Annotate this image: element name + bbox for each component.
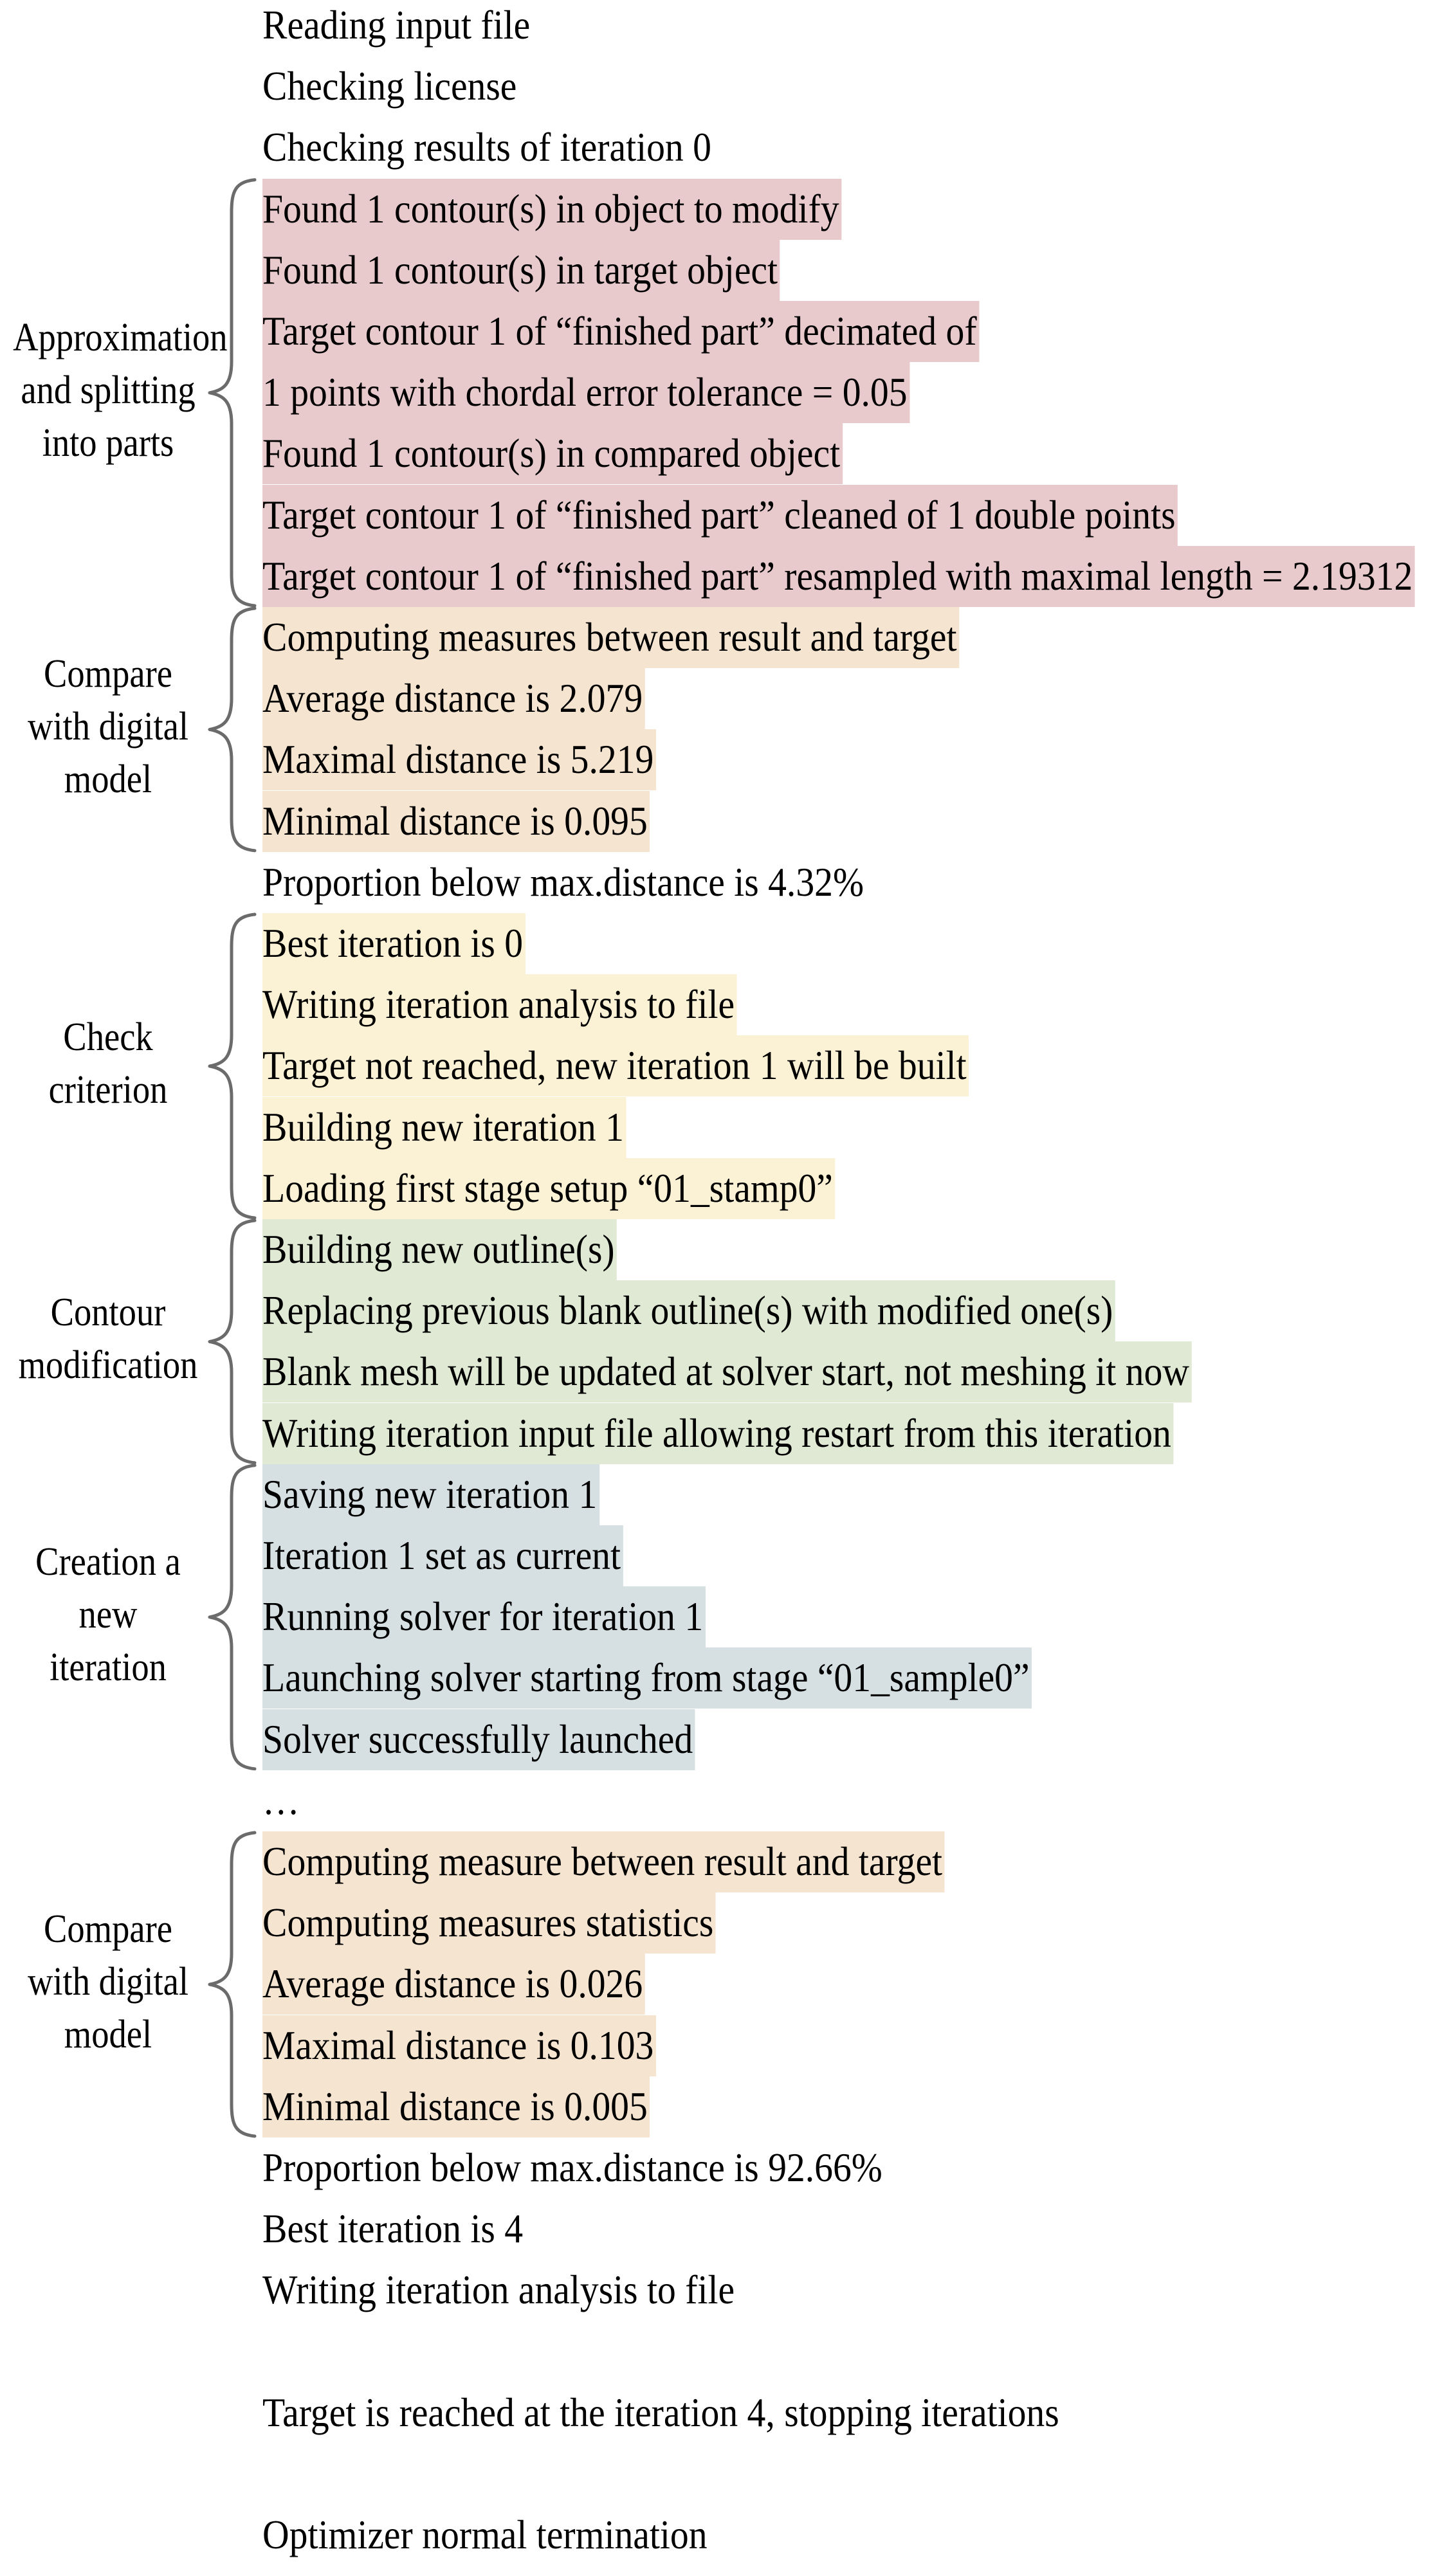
group-label [13, 1286, 203, 1392]
group-label-line: iteration [50, 1645, 167, 1689]
log-line: Target contour 1 of “finished part” decimated of [262, 301, 979, 362]
group-label-line: with digital [27, 1960, 189, 2004]
log-line: Running solver for iteration 1 [262, 1586, 706, 1647]
log-line: Minimal distance is 0.005 [262, 2076, 650, 2137]
log-line: … [262, 1777, 300, 1823]
log-line: Best iteration is 4 [262, 2206, 524, 2252]
log-blank-line [262, 2321, 265, 2382]
log-line: Found 1 contour(s) in object to modify [262, 179, 841, 240]
log-line: Maximal distance is 5.219 [262, 729, 656, 790]
log-line: Blank mesh will be updated at solver start, not meshing it now [262, 1341, 1192, 1402]
log-line: Computing measure between result and target [262, 1831, 945, 1892]
log-line: Solver successfully launched [262, 1709, 695, 1770]
log-line: Reading input file [262, 3, 531, 48]
log-line: Writing iteration analysis to file [262, 2267, 735, 2313]
group-label-line: Check [63, 1015, 153, 1059]
log-line: Maximal distance is 0.103 [262, 2015, 656, 2076]
log-line: Checking license [262, 64, 517, 109]
log-line: Building new iteration 1 [262, 1097, 626, 1158]
log-blank-line [262, 2444, 265, 2505]
group-label [13, 1011, 203, 1116]
log-line: Best iteration is 0 [262, 913, 526, 974]
brace-icon-creation-iteration [210, 1465, 255, 1769]
log-line: Building new outline(s) [262, 1219, 617, 1280]
brace-icon-compare-2 [210, 1833, 255, 2136]
log-line: Computing measures between result and target [262, 607, 959, 668]
group-label-line: Compare [43, 1907, 172, 1951]
brace-icon-contour-modification [210, 1220, 255, 1463]
log-line: Found 1 contour(s) in target object [262, 240, 780, 301]
log-line: 1 points with chordal error tolerance = 0.05 [262, 362, 909, 423]
group-label [13, 1536, 203, 1694]
group-label-line: modification [18, 1343, 198, 1388]
group-label-line: model [64, 2013, 152, 2056]
group-label-line: with digital [27, 705, 189, 749]
log-line: Target contour 1 of “finished part” cleaned of 1 double points [262, 485, 1178, 546]
brace-icon-check-criterion [210, 914, 255, 1218]
group-label-line: model [64, 757, 152, 802]
log-line: Average distance is 0.026 [262, 1954, 645, 2015]
group-label-line: Approximation [13, 315, 228, 359]
log-line: Loading first stage setup “01_stamp0” [262, 1158, 836, 1219]
group-label-line: and splitting [21, 368, 196, 412]
group-label-line: criterion [48, 1068, 168, 1112]
log-line: Found 1 contour(s) in compared object [262, 423, 843, 484]
group-label-line: into parts [42, 421, 174, 465]
group-label-line: new [78, 1592, 138, 1637]
log-line: Proportion below max.distance is 92.66% [262, 2145, 882, 2190]
log-line: Checking results of iteration 0 [262, 125, 712, 170]
log-line: Target contour 1 of “finished part” resampled with maximal length = 2.19312 [262, 546, 1415, 607]
brace-icon-compare-1 [210, 608, 255, 851]
log-line: Replacing previous blank outline(s) with modified one(s) [262, 1280, 1115, 1341]
log-line: Iteration 1 set as current [262, 1525, 623, 1586]
group-label [13, 648, 203, 806]
log-line: Target is reached at the iteration 4, stopping iterations [262, 2390, 1059, 2435]
log-line: Computing measures statistics [262, 1892, 716, 1954]
log-line: Minimal distance is 0.095 [262, 791, 650, 852]
log-line: Optimizer normal termination [262, 2512, 708, 2558]
group-label-line: Compare [43, 652, 172, 696]
log-line: Saving new iteration 1 [262, 1464, 599, 1525]
log-line: Proportion below max.distance is 4.32% [262, 859, 864, 905]
log-line: Launching solver starting from stage “01_sample0” [262, 1647, 1032, 1709]
log-line: Writing iteration input file allowing restart from this iteration [262, 1403, 1174, 1464]
log-line: Target not reached, new iteration 1 will be built [262, 1035, 969, 1096]
group-label-line: Contour [50, 1291, 166, 1335]
log-line: Writing iteration analysis to file [262, 974, 737, 1035]
group-label [13, 311, 228, 469]
brace-icon-approximation [210, 180, 255, 606]
group-label-line: Creation a [35, 1539, 181, 1584]
log-line: Average distance is 2.079 [262, 668, 645, 729]
group-label [13, 1903, 203, 2061]
